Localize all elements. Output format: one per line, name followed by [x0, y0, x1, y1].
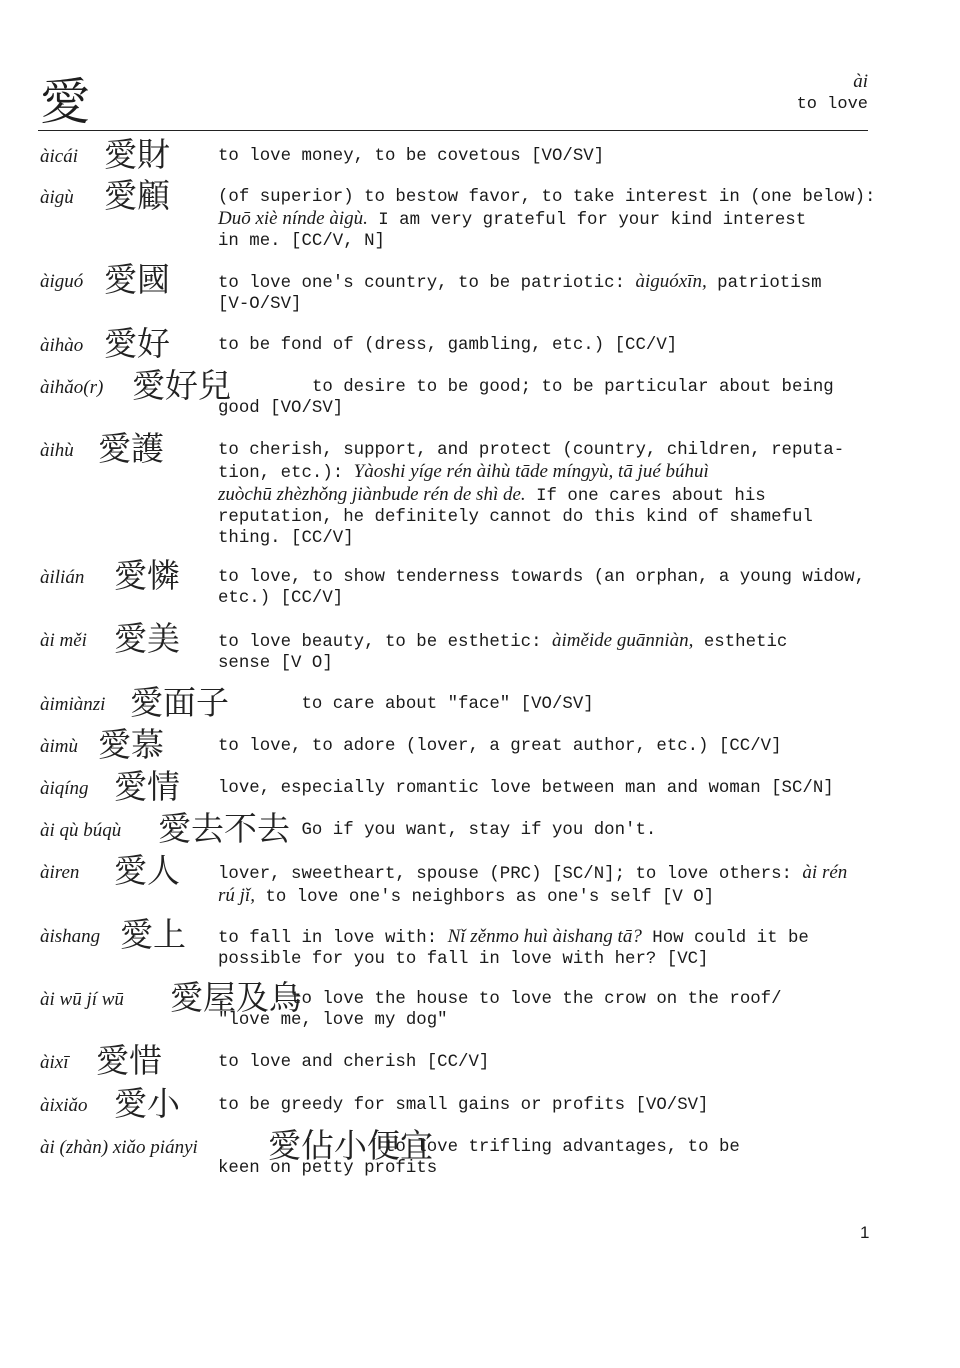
entry-hanzi: 愛慕	[98, 725, 164, 764]
definition-example: àiguóxīn,	[635, 271, 707, 292]
entry-definition	[218, 1095, 878, 1116]
entry-definition	[218, 187, 878, 252]
entry-definition	[218, 335, 878, 356]
definition-text: to love, to show tenderness towards (an orphan, a young widow, etc.) [CC/V]	[218, 568, 866, 608]
definition-text: to love beauty, to be esthetic:	[218, 633, 552, 652]
definition-text: to care about "face" [VO/SV]	[301, 695, 594, 714]
definition-text: to fall in love with:	[218, 929, 448, 948]
entry-pinyin: àiqíng	[40, 778, 89, 799]
entry-hanzi: 愛屋及烏	[170, 978, 302, 1017]
entry-pinyin: àimù	[40, 736, 78, 757]
definition-text: to desire to be good; to be particular about being good [VO/SV]	[218, 378, 834, 418]
entry-definition	[218, 271, 878, 315]
entry-hanzi: 愛上	[120, 915, 186, 954]
definition-text: to love one's country, to be patriotic:	[218, 274, 636, 293]
entry-definition	[218, 926, 878, 970]
entry-pinyin: àishang	[40, 926, 101, 947]
entry-pinyin: àixī	[40, 1052, 69, 1073]
definition-text: to be greedy for small gains or profits [VO/SV]	[218, 1096, 709, 1115]
definition-example: Yàoshi yíge rén àihù tāde míngyù, tā jué búhuì zuòchū zhèzhǒng jiànbude rén de shì de.	[218, 461, 709, 505]
entry-definition	[218, 1137, 878, 1179]
entry-pinyin: àihù	[40, 440, 74, 461]
entry-hanzi: 愛面子	[130, 683, 229, 722]
definition-text: to be fond of (dress, gambling, etc.) [CC/V]	[218, 336, 678, 355]
entry-pinyin: àihào	[40, 335, 84, 356]
entry-definition	[218, 630, 878, 674]
entry-hanzi: 愛好	[104, 324, 170, 363]
entry-hanzi: 愛護	[98, 429, 164, 468]
entry-definition	[218, 862, 878, 908]
entry-definition	[218, 567, 878, 609]
header-right	[797, 70, 868, 116]
entry-hanzi: 愛好兒	[132, 366, 231, 405]
entry-pinyin: àiguó	[40, 271, 84, 292]
entry-hanzi: 愛去不去	[158, 809, 290, 848]
header-character: 愛	[40, 73, 90, 131]
definition-text: to love, to adore (lover, a great author, etc.) [CC/V]	[218, 737, 782, 756]
definition-text: to love one's neighbors as one's self [V O]	[254, 888, 715, 907]
definition-text: to love the house to love the crow on the roof/ "love me, love my dog"	[218, 990, 782, 1030]
entry-pinyin: àigù	[40, 187, 74, 208]
entry-hanzi: 愛美	[114, 619, 180, 658]
entry-pinyin: àilián	[40, 567, 85, 588]
entry-pinyin: ài qù búqù	[40, 820, 122, 841]
definition-text: I am very grateful for your kind interest in me. [CC/V, N]	[218, 211, 807, 251]
definition-text: If one cares about his reputation, he definitely cannot do this kind of shameful thing. [CC/V]	[218, 487, 813, 548]
definition-example: Nǐ zěnmo huì àishang tā?	[447, 926, 642, 947]
entry-definition	[218, 736, 878, 757]
entry-hanzi: 愛情	[114, 767, 180, 806]
entry-definition	[218, 778, 878, 799]
definition-text: to love trifling advantages, to be keen on petty profits	[218, 1138, 740, 1178]
header-pinyin: ài	[853, 71, 868, 92]
entry-hanzi: 愛憐	[114, 556, 180, 595]
header-rule	[38, 130, 868, 131]
definition-text: Go if you want, stay if you don't.	[301, 821, 657, 840]
entry-pinyin: ài (zhàn) xiǎo piányi	[40, 1137, 198, 1158]
entry-definition	[218, 440, 878, 549]
entry-hanzi: 愛小	[114, 1084, 180, 1123]
entry-hanzi: 愛國	[104, 260, 170, 299]
entry-definition	[218, 989, 878, 1031]
definition-example: ài rén rú jǐ,	[218, 862, 848, 906]
definition-example: Duō xiè nínde àigù.	[218, 208, 368, 229]
entry-definition	[218, 377, 878, 419]
entry-pinyin: ài wū jí wū	[40, 989, 124, 1010]
entry-pinyin: àixiǎo	[40, 1095, 88, 1116]
definition-text: lover, sweetheart, spouse (PRC) [SC/N]; to love others:	[218, 865, 803, 884]
entry-definition	[218, 1052, 878, 1073]
definition-text: love, especially romantic love between man and woman [SC/N]	[218, 779, 834, 798]
definition-text: esthetic sense [V O]	[218, 633, 788, 673]
entry-hanzi: 愛惜	[96, 1041, 162, 1080]
entry-hanzi: 愛顧	[104, 176, 170, 215]
entry-pinyin: àimiànzi	[40, 694, 106, 715]
definition-example: àiměide guānniàn,	[551, 630, 694, 651]
definition-text: to love money, to be covetous [VO/SV]	[218, 147, 605, 166]
entry-definition	[218, 694, 878, 715]
entry-hanzi: 愛佔小便宜	[268, 1126, 433, 1165]
entry-hanzi: 愛財	[104, 135, 170, 174]
entry-definition	[218, 820, 878, 841]
header-gloss: to love	[796, 95, 868, 114]
definition-text: to cherish, support, and protect (country, children, reputa- tion, etc.):	[218, 441, 845, 483]
definition-text: How could it be possible for you to fall in love with her? [VC]	[218, 929, 809, 969]
definition-text: patriotism [V-O/SV]	[218, 274, 822, 314]
definition-text: to love and cherish [CC/V]	[218, 1053, 490, 1072]
entry-pinyin: àiren	[40, 862, 80, 883]
entry-hanzi: 愛人	[114, 851, 180, 890]
entry-definition	[218, 146, 878, 167]
entry-pinyin: àicái	[40, 146, 78, 167]
page-number: 1	[860, 1223, 870, 1242]
entry-pinyin: ài měi	[40, 630, 87, 651]
entry-pinyin: àihǎo(r)	[40, 377, 104, 398]
definition-text: (of superior) to bestow favor, to take interest in (one below):	[218, 188, 876, 207]
